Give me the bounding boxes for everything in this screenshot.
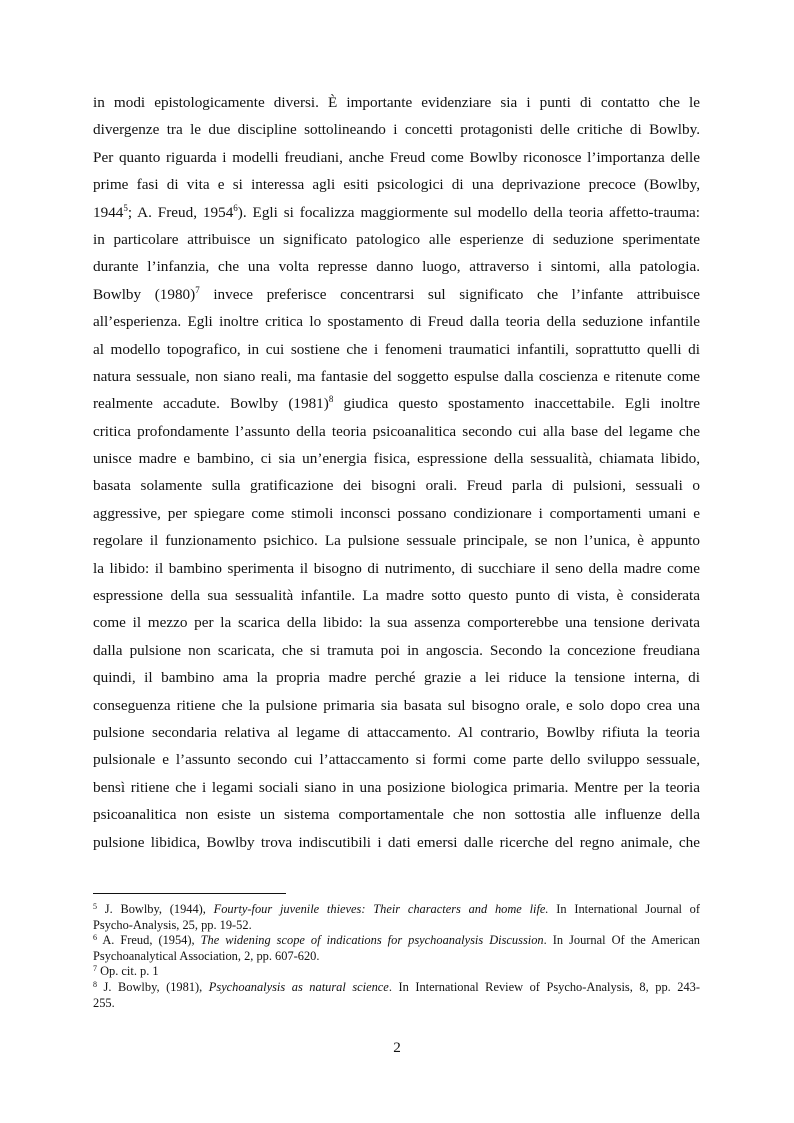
body-line: [93, 281, 700, 308]
text-run: giudica questo spostamento inaccettabile. Egli inoltre: [333, 395, 700, 413]
footnote-text: J. Bowlby, (1981),: [97, 979, 209, 994]
page-number: 2: [393, 1039, 401, 1056]
text-run: realmente accadute. Bowlby (1981): [93, 395, 329, 413]
footnote-number: 6: [93, 933, 97, 943]
body-line: psicoanalitica non esiste un sistema comportamentale che non sottostia alle influenze della: [93, 806, 700, 824]
footnote-text: In International Journal of: [548, 902, 700, 916]
body-line: pulsione secondaria relativa al legame di attaccamento. Al contrario, Bowlby rifiuta la teoria: [93, 723, 700, 741]
footnote-text: A. Freud, (1954),: [97, 933, 201, 948]
footnote-text: 255.: [93, 995, 115, 1010]
body-line: la libido: il bambino sperimenta il bisogno di nutrimento, di succhiare il seno della madre come: [93, 559, 700, 577]
footnote-text: . In Journal Of the American: [543, 933, 700, 948]
footnote-ref: 8: [328, 394, 334, 405]
footnote-text: Psycho-Analysis, 25, pp. 19-52.: [93, 917, 252, 932]
footnote-title: The widening scope of indications for psychoanalysis Discussion: [200, 933, 544, 948]
footnote-line: [93, 964, 700, 980]
footnote-text: . In International Review of Psycho-Analysis, 8, pp. 243-: [388, 979, 700, 994]
footnote-number: 5: [93, 902, 97, 911]
body-line: in particolare attribuisce un significato patologico alle esperienze di seduzione sperimentate: [93, 230, 700, 248]
body-line: aggressive, per spiegare come stimoli inconsci possano condizionare i comportamenti umani e: [93, 504, 700, 522]
footnote-title: Psychoanalysis as natural science: [208, 979, 389, 994]
body-line: [93, 390, 700, 417]
body-line: durante l’infanzia, che una volta represse danno luogo, attraverso i sintomi, alla patologia.: [93, 258, 700, 276]
footnote-number: 7: [93, 964, 97, 974]
body-line: basata solamente sulla gratificazione dei bisogni orali. Freud parla di pulsioni, sessuali o: [93, 477, 700, 495]
footnote-text: J. Bowlby, (1944),: [97, 902, 214, 916]
body-line: critica profondamente l’assunto della teoria psicoanalitica secondo cui alla base del legame che: [93, 422, 700, 440]
body-line: Per quanto riguarda i modelli freudiani, anche Freud come Bowlby riconosce l’importanza delle: [93, 148, 700, 166]
body-line: in modi epistologicamente diversi. È importante evidenziare sia i punti di contatto che le: [93, 94, 700, 111]
footnote-title: Fourty-four juvenile thieves: Their characters and home life.: [213, 902, 549, 916]
footnote-number: 8: [93, 979, 97, 989]
body-line: bensì ritiene che i legami sociali siano in una posizione biologica primaria. Mentre per la teoria: [93, 778, 700, 796]
footnote-ref: 5: [123, 202, 128, 213]
text-run: 1944: [93, 203, 124, 221]
body-line: divergenze tra le due discipline sottolineando i concetti protagonisti delle critiche di Bowlby.: [93, 121, 700, 139]
text-run: invece preferisce concentrarsi sul significato che l’infante attribuisce: [199, 285, 700, 303]
footnote-text: Op. cit. p. 1: [97, 964, 159, 979]
body-line: unisce madre e bambino, ci sia un’energia fisica, espressione della sessualità, chiamata libido,: [93, 450, 700, 468]
footnote-ref: 7: [195, 284, 200, 295]
body-line: espressione della sua sessualità infantile. La madre sotto questo punto di vista, è considerata: [93, 587, 700, 605]
footnote-line: [93, 902, 700, 918]
body-line: quindi, il bambino ama la propria madre perché grazie a lei riduce la tensione interna, di: [93, 669, 700, 687]
text-run: ). Egli si focalizza maggiormente sul modello della teoria affetto-trauma:: [237, 203, 700, 221]
footnote-text: Psychoanalytical Association, 2, pp. 607-620.: [93, 948, 320, 963]
body-line: all’esperienza. Egli inoltre critica lo spostamento di Freud dalla teoria della seduzione infantile: [93, 313, 700, 331]
footnotes: [93, 902, 700, 1011]
body-line: conseguenza ritiene che la pulsione primaria sia basata sul bisogno orale, e solo dopo crea una: [93, 696, 700, 714]
footnote-separator: [93, 893, 286, 894]
text-run: ; A. Freud, 1954: [127, 203, 234, 221]
body-line: pulsionale e l’assunto secondo cui l’attaccamento si formi come parte dello sviluppo sessuale,: [93, 751, 700, 769]
footnote-ref: 6: [233, 202, 238, 213]
body-line: dalla pulsione non scaricata, che si tramuta poi in angoscia. Secondo la concezione freudiana: [93, 641, 700, 659]
text-run: Bowlby (1980): [93, 285, 196, 303]
body-line: pulsione libidica, Bowlby trova indiscutibili i dati emersi dalle ricerche del regno animale, che: [93, 833, 700, 851]
body-line: regolare il funzionamento psichico. La pulsione sessuale principale, se non l’unica, è appunto: [93, 532, 700, 550]
footnote-line: [93, 980, 700, 996]
body-line: [93, 199, 700, 226]
body-line: al modello topografico, in cui sostiene che i fenomeni traumatici infantili, soprattutto quelli di: [93, 340, 700, 358]
footnote-line: [93, 933, 700, 949]
footnote-line: [93, 918, 700, 934]
body-line: prime fasi di vita e si interessa agli esiti psicologici di una deprivazione precoce (Bowlby,: [93, 176, 700, 194]
body-line: natura sessuale, non siano reali, ma fantasie del soggetto espulse dalla coscienza e ritenute come: [93, 367, 700, 385]
footnote-line: [93, 996, 700, 1012]
body-line: come il mezzo per la scarica della libido: la sua assenza comporterebbe una tensione derivata: [93, 614, 700, 632]
body-text: [93, 89, 700, 856]
footnote-line: [93, 949, 700, 965]
